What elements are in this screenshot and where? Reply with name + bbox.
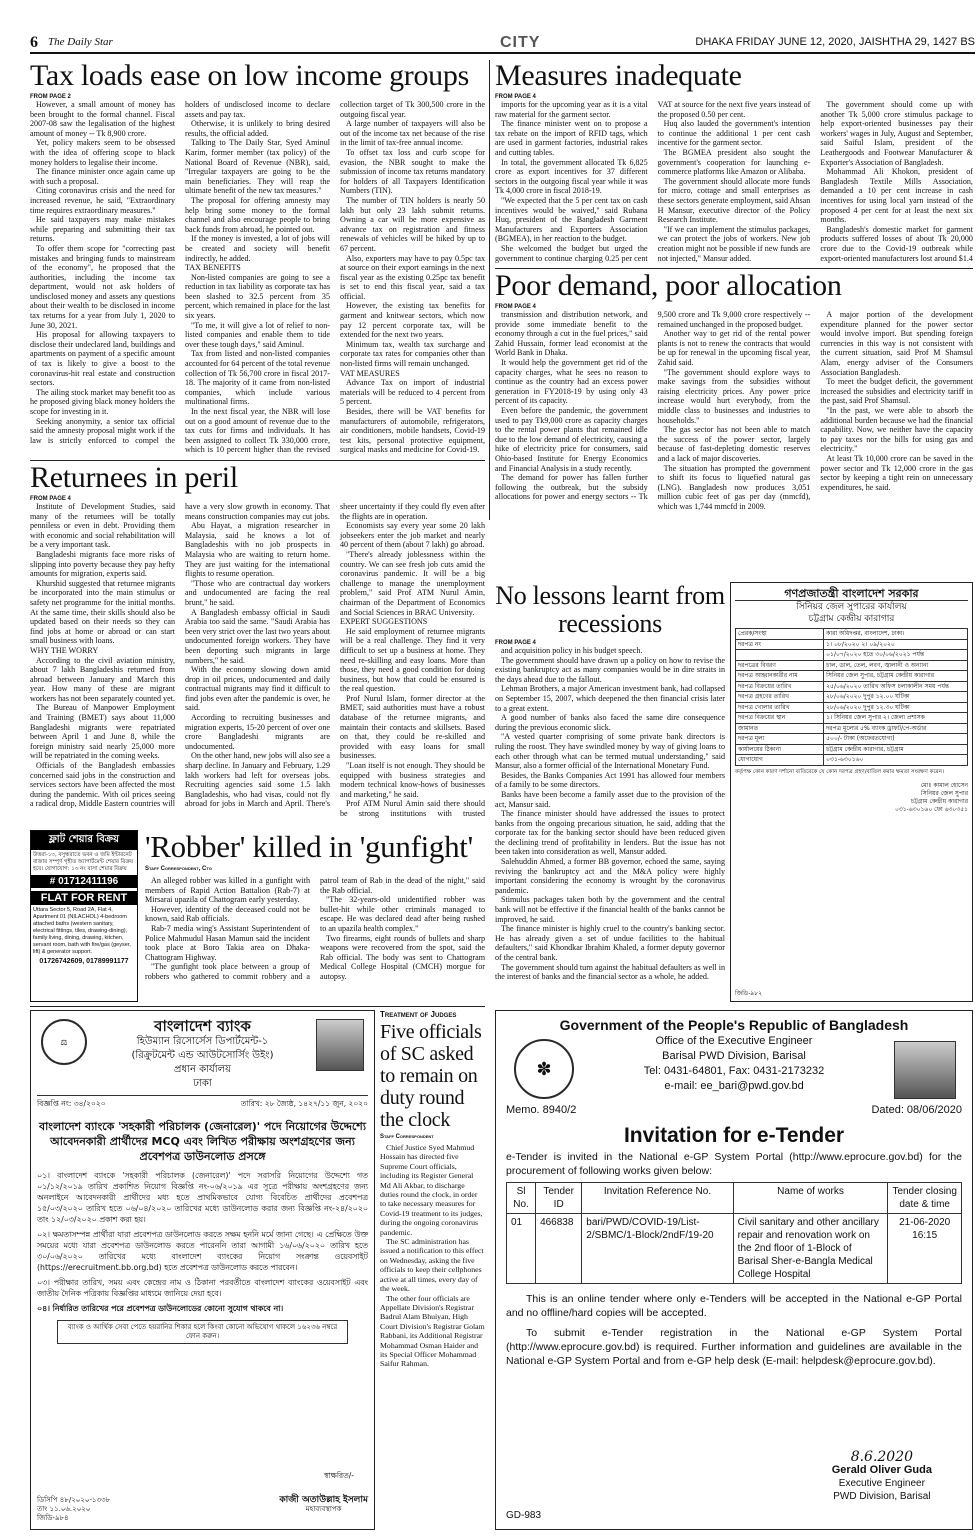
division-name: Barisal PWD Division, Barisal xyxy=(662,1050,806,1062)
bank-dept: হিউম্যান রিসোর্সেস ডিপার্টমেন্ট-১ xyxy=(136,1036,269,1047)
table-row xyxy=(736,723,968,734)
headline-measures: Measures inadequate xyxy=(495,60,742,92)
paragraph: "The 32-years-old unidentified robber was bullet-hit while other criminals managed to escape. He was declared dead after being rushed to an upazila health complex." xyxy=(320,895,485,933)
paragraph: Officials of the Bangladesh embassies concerned said jobs in the construction and services sectors have been affected the most during the pandemic. With oil prices seeing a radical drop, Middle Eastern countries will have a very slow growth in economy. That means construction companies may cut jobs. xyxy=(30,502,330,809)
paragraph: "There's already joblessness within the country. We can see fresh job cuts amid the coronavirus pandemic. It will be a big challenge to manage the unemployment problem," said Prof ATM Nurul Amin, chairman of the Department of Economics and Social Sciences in BRAC University. xyxy=(340,549,485,617)
table-cell: দরপত্র মূল্য xyxy=(736,734,824,745)
article-body xyxy=(145,876,485,1000)
bank-notice xyxy=(30,1010,375,1530)
paragraph: "To me, it will give a lot of relief to non-listed companies and enable them to tide over these tough days," said Aminul. xyxy=(185,320,330,349)
notice-office: সিনিয়র জেল সুপারের কার্যালয় xyxy=(796,602,907,612)
article-body xyxy=(30,502,485,820)
paragraph: A large number of taxpayers will also be out of the income tax net because of the rise in the limit of tax-free annual income. xyxy=(340,119,485,148)
ad2-body: Uttara Sector 5, Road 2A, Flat 4, Apartment 01 (NILACHOL) 4-bedroom attached baths (western sanitary, electrical fittings, tiles, drawing-dining), family living, dining, drawing, kitchen, servant room, bath with fire/gas (geyser, lift) & generator support. xyxy=(33,907,131,955)
article-poor-demand xyxy=(495,270,973,580)
paragraph: transmission and distribution network, and provide some immediate benefit to the economy through a cut in the fuel prices," said Zahid Hussain, former lead economist at the World Bank in Dhaka. xyxy=(495,310,648,358)
paragraph: The government should come up with another Tk 5,000 crore stimulus package to help export-oriented businesses pay their workers' wages in July, August and September, said Saiful Islam, president of the Leathergoods and Footwear Manufacturer & Exporter's Association of Bangladesh. xyxy=(820,100,973,167)
paragraph: Chief Justice Syed Mahmud Hossain has directed five Supreme Court officials, including its Register General Md Ali Akbar, to discharge duties round the clock, in order to take necessary measures for Covid-19 treatment to its judges, during the ongoing coronavirus pandemic. xyxy=(380,1143,483,1237)
paragraph: "We expected that the 5 per cent tax on cash incentives would be waived," said Rubana Huq, president of the Bangladesh Garment Manufacturers and Exporters Association (BGMEA), in her reaction to the budget. xyxy=(495,195,648,244)
table-cell: 01 xyxy=(507,1214,536,1284)
paragraph: Huq also lauded the government's intention to continue the additional 1 per cent cash incentive for the garment sector. xyxy=(657,119,811,148)
bank-items xyxy=(37,1170,368,1314)
paragraph: He said employment of returnee migrants will be a real challenge. They find it very difficult to set up a business at home. They need re-skilling and easy loans. More than those, they need a good condition for doing business, but how that could be ensured is the real question. xyxy=(340,626,485,694)
notice-item: ০৪। নির্ধারিত তারিখের পরে প্রবেশপত্র ডাউনলোডের কোনো সুযোগ থাকবে না। xyxy=(37,1304,284,1313)
memo-date: Dated: 08/06/2020 xyxy=(871,1104,962,1116)
paragraph: Abu Hayat, a migration researcher in Malaysia, said he knows a lot of Bangladeshis with no job prospects in Malaysia who are waiting to return home. They are just waiting for the international flights to resume operation. xyxy=(185,521,330,579)
table-cell: কার্যালয়ের ঠিকানা xyxy=(736,744,824,755)
paragraph: Also, exporters may have to pay 0.5pc tax at source on their export earnings in the next fiscal year as the existing 0.25pc tax benefit is set to end this fiscal year, said a tax official. xyxy=(340,253,485,301)
table-row xyxy=(507,1214,962,1284)
column-header: Invitation Reference No. xyxy=(582,1183,733,1214)
newspaper-brand: The Daily Star xyxy=(48,36,113,48)
signer-name: কাজী অতাউল্লাহ ইসলাম xyxy=(279,1495,368,1505)
from-page: FROM PAGE 2 xyxy=(30,94,71,100)
table-cell: দরপত্র খোলার তারিখ xyxy=(736,702,824,713)
table-cell: প্রেরক/সংস্থা xyxy=(736,629,824,640)
paragraph: Another way to get rid of the rental power plants is not to renew the contracts that would be up for renewal in the upcoming fiscal year, Zahid said. xyxy=(657,329,811,367)
tender-note-online: This is an online tender where only e-Tenders will be accepted in the National e-GP Portal and no offline/hard copies will be accepted. xyxy=(506,1293,962,1319)
paragraph: Two firearms, eight rounds of bullets and sharp weapons were recovered from the spot, said the Rab official. The body was sent to Chattogram Medical College Hospital (CMCH) morgue for autopsy. xyxy=(320,933,485,981)
ref-date: তাং ১১.০৬.২০২০ xyxy=(37,1505,91,1513)
article-returnees xyxy=(30,462,485,822)
paragraph: Salehuddin Ahmed, a former BB governor, echoed the same, saying reviving the bankruptcy act and the M&A policy were highly important considering the economy is wrought by the coronavirus pandemic. xyxy=(495,857,725,895)
issue-date: DHAKA FRIDAY JUNE 12, 2020, JAISHTHA 29, 1427 BS xyxy=(695,36,975,48)
bank-sub: (রিক্রুটমেন্ট এন্ড আউটসোর্সিং উইং) xyxy=(131,1050,274,1061)
headline-returnees: Returnees in peril xyxy=(30,462,238,494)
paragraph: Institute of Development Studies, said many of the returnees will be totally penniless or even in debt. Providing them with economic and social rehabilitation will be a very important task. xyxy=(30,502,175,550)
paragraph: In the next fiscal year, the NBR will lose out on a good amount of revenue due to the tax cuts for firms and individuals. It has been assigned to collect Tk 330,000 crore, which is 10 percent higher than the revised collection target of Tk 300,500 crore in the outgoing fiscal year. xyxy=(185,100,485,455)
notice-item: ০৩। পরীক্ষার তারিখ, সময় এবং কেন্দ্রের নাম ও ঠিকানা পরবর্তীতে বাংলাদেশ ব্যাংকের ওয়েবসাইট এবং জাতীয় দৈনিক পত্রিকায় বিজ্ঞপ্তির মাধ্যমে জানিয়ে দেয়া হবে। xyxy=(37,1278,368,1298)
paragraph: Khurshid suggested that returnee migrants be incorporated into the main stimulus or safety net programme for the initial months. At the same time, their skills should also be updated based on their needs so they can find jobs at home or abroad or can start small business with loans. xyxy=(30,578,175,646)
sign-place: চট্টগ্রাম কেন্দ্রীয় কারাগার xyxy=(910,798,968,805)
paragraph: However, identity of the deceased could not be known, said Rab officials. xyxy=(145,904,310,924)
divider xyxy=(495,268,973,269)
paragraph: Rab-7 media wing's Assistant Superintendent of Police Mahmudul Hasan Mamun said the incident took place at Boro Takia area on Dhaka-Chattogram Highway. xyxy=(145,923,310,962)
paragraph: In total, the government allocated Tk 6,825 crore as export incentives for 37 different sectors in the outgoing fiscal year while it was Tk 4,000 crore in fiscal 2018-19. xyxy=(495,157,648,196)
paragraph: According to recruiting businesses and migration experts, 15-20 percent of over one crore Bangladeshi migrants are undocumented. xyxy=(185,713,330,751)
table-cell: দরপত্র নং xyxy=(736,639,824,650)
table-cell: দরপত্র বিক্রয়ের স্থান xyxy=(736,713,824,724)
paragraph: An alleged robber was killed in a gunfight with members of Rapid Action Battalion (Rab-7) at Mirsarai upazila of Chattogram early yesterday. xyxy=(145,876,310,905)
table-row xyxy=(736,702,968,713)
paragraph: To meet the budget deficit, the government increased the subsidies and electricity tariff in the past, said Prof Shamsul. xyxy=(820,377,973,406)
table-cell: চাল, ডাল, তেল, লবণ, জ্বালানী ও অন্যান্য xyxy=(824,660,968,671)
ad1-phone: # 01712411196 xyxy=(31,875,137,888)
table-cell: দরপত্র বিক্রয়ের তারিখ xyxy=(736,681,824,692)
signer-title: মহাব্যবস্থাপক xyxy=(305,1505,342,1513)
table-row xyxy=(736,692,968,703)
sign-phone: ০৩১-৬৩০১৬০ ফো ৬৩০৩৫১ xyxy=(894,806,968,813)
divider xyxy=(30,460,485,461)
table-row xyxy=(736,734,968,745)
paragraph: Bangladesh's domestic market for garment products suffered losses of about Tk 20,000 crore due to the Covid-19 outbreak while export-oriented manufacturers lost around $1.4 xyxy=(820,224,973,263)
paragraph: The BGMEA president also sought the government's cooperation for launching e-commerce platforms like Amazon or Alibaba. xyxy=(657,147,811,177)
paragraph: The situation has prompted the government to shift its focus to liquefied natural gas (LNG). Bangladesh now produces 3,051 million cubic feet of gas per day (mmcfd), which was 1,744 mmcfd in 2009. xyxy=(657,463,811,511)
tender-title: Invitation for e-Tender xyxy=(623,1124,845,1147)
paragraph: On the other hand, new jobs will also see a sharp decline. In January and February, 1.29 lakh workers had left for overseas jobs. Recruiting agencies said some 1.5 lakh Bangladeshis, who had visas, could not fly abroad for jobs in March and April. There's sheer uncertainty if they could fly even after the flights are in operation. xyxy=(185,502,485,809)
headline-poor-demand: Poor demand, poor allocation xyxy=(495,270,842,302)
paragraph: EXPERT SUGGESTIONS xyxy=(340,617,428,627)
table-row xyxy=(736,671,968,682)
divider xyxy=(30,1006,485,1007)
table-row xyxy=(736,755,968,766)
table-cell: ২৫/০৬/২০২০ তারিখ অফিস চলাকালীন সময় পর্যন্ত xyxy=(824,681,968,692)
table-cell: bari/PWD/COVID-19/List-2/SBMC/1-Block/2ndF/19-20 xyxy=(582,1214,733,1284)
contact-email: e-mail: ee_bari@pwd.gov.bd xyxy=(664,1080,804,1092)
column-header: Name of works xyxy=(733,1183,888,1214)
article-lessons xyxy=(495,582,725,1002)
jail-tender-table xyxy=(735,628,968,766)
byline: Staff Correspondent, Ctg xyxy=(145,866,212,872)
ad2-phone: 01726742609, 01789991177 xyxy=(39,958,129,965)
paragraph: A major portion of the development expenditure planned for the power sector would involve import. But spending foreign currencies in this way is not consistent with the current situation, said Prof M Shamsul Alam, energy adviser of the Consumers Association Bangladesh. xyxy=(820,310,973,377)
from-page: FROM PAGE 4 xyxy=(495,640,536,646)
ad2-title: FLAT FOR RENT xyxy=(31,891,137,905)
paragraph: TAX BENEFITS xyxy=(185,263,241,273)
sign-title: সিনিয়র জেল সুপার xyxy=(921,790,968,797)
paragraph: "If we can implement the stimulus packages, we can protect the jobs of workers. New job creation might not be possible if new funds are not injected," Mansur added. xyxy=(657,224,811,263)
tender-signature xyxy=(832,1451,932,1503)
paragraph: Minimum tax, wealth tax surcharge and corporate tax rates for companies other than non-listed firms will remain unchanged. xyxy=(340,339,485,369)
table-cell: ৫০০/- টাকা (অফেরতযোগ্য) xyxy=(824,734,968,745)
table-cell: জামানত xyxy=(736,723,824,734)
table-row xyxy=(736,629,968,640)
jail-tender-notice xyxy=(730,582,973,1002)
portrait-image xyxy=(316,1019,364,1071)
sign-name: মোঃ কামাল হোসেন xyxy=(920,782,968,789)
notice-date: তারিখ: ২৮ জ্যৈষ্ঠ, ১৪২৭/১১ জুন, ২০২০ xyxy=(240,1099,368,1108)
paragraph: The number of TIN holders is nearly 50 lakh but only 23 lakh submit returns. Owning a car will be more expensive as advance tax on registration and fitness renewals of vehicles will be hiked by up to 67 percent. xyxy=(340,195,485,253)
byline: Staff Correspondent xyxy=(380,1134,434,1140)
article-body xyxy=(495,310,973,578)
table-cell: ২৮/০৬/২০২০ দুপুর ১২.৩০ ঘটিকা xyxy=(824,702,968,713)
paragraph: The finance minister went on to propose a tax rebate on the import of RFID tags, which are used in garment factories, industrial rakes and cutting tables. xyxy=(495,119,648,157)
table-cell: সিনিয়র জেল সুপার, চট্টগ্রাম কেন্দ্রীয় কারাগার xyxy=(824,671,968,682)
table-row xyxy=(736,660,968,671)
paragraph: imports for the upcoming year as it is a vital raw material for the garment sector. xyxy=(495,100,648,119)
paragraph: "The gunfight took place between a group of robbers who gathered to commit robbery and a patrol team of Rab in the dead of the night," said the Rab official. xyxy=(145,876,485,981)
table-cell: 466838 xyxy=(536,1214,582,1284)
from-page: FROM PAGE 4 xyxy=(495,94,536,100)
ad1-title: ফ্লাট শেয়ার বিক্রয় xyxy=(31,831,137,850)
paragraph: With the economy slowing down amid drop in oil prices, undocumented and daily contractual migrants may find it difficult to find jobs even after the pandemic is over, he said. xyxy=(185,665,330,713)
paragraph: If the money is invested, a lot of jobs will be created and society will benefit indirectly, he added. xyxy=(185,234,330,263)
bank-heading: বাংলাদেশ ব্যাংকে 'সহকারী পরিচালক (জেনারেল)' পদে নিয়োগের উদ্দেশ্যে আবেদনকারী প্রার্থীদের MCQ এবং লিখিত পরীক্ষায় অংশগ্রহণের জন্য প্রবেশপত্র ডাউনলোড প্রসঙ্গে xyxy=(38,1120,367,1163)
paragraph: The finance minister is highly cruel to the country's banking sector. He has already given a set of undue facilities to the habitual defaulters," said Khondkar Ibrahim Khaled, a former deputy governor of the central bank. xyxy=(495,924,725,962)
gd-number: GD-983 xyxy=(506,1510,542,1521)
memo-number: Memo. 8940/2 xyxy=(506,1104,577,1116)
paragraph: The government should turn against the habitual defaulters as well in the interest of banks and the financial sector as a whole, he added. xyxy=(495,962,725,982)
notice-place: চট্টগ্রাম কেন্দ্রীয় কারাগার xyxy=(808,614,895,624)
signer-name: Gerald Oliver Guda xyxy=(831,1464,932,1476)
notice-signature xyxy=(735,782,968,814)
article-body xyxy=(495,646,725,994)
paragraph: She welcomed the budget but urged the government to continue charging 0.25 per cent VAT at source for the next five years instead of the proposed 0.50 per cent. xyxy=(495,100,811,263)
kicker: Treatment of Judges xyxy=(380,1010,457,1019)
paragraph: VAT MEASURES xyxy=(340,368,400,378)
paragraph: According to the civil aviation ministry, about 7 lakh Bangladeshis returned from abroad between January and March this year. How many of these are migrant workers has not been separately counted yet. xyxy=(30,655,175,703)
paragraph: The finance minister once again came up with such a proposal. xyxy=(30,167,175,186)
paragraph: The ailing stock market may benefit too as he proposed giving black money holders the scope for investing in it. xyxy=(30,387,175,416)
paragraph: His proposal for allowing taxpayers to disclose their undeclared land, buildings and apartments on payment of a specific amount of tax is likely to give a boost to the coronavirus-hit real estate and construction sectors. xyxy=(30,330,175,388)
paragraph: To offset tax loss and curb scope for evasion, the NBR sought to make the submission of income tax returns mandatory for holders of all Taxpayers Identification Numbers (TIN). xyxy=(340,147,485,196)
column-divider xyxy=(489,60,490,520)
column-header: Tender ID xyxy=(536,1183,582,1214)
signer-division: PWD Division, Barisal xyxy=(833,1491,931,1502)
notice-number: বিজ্ঞপ্তি নং: ৩৪/২০২০ xyxy=(37,1099,106,1108)
table-cell: ১। ০৮/২০২০ ২। ০৯/২০২০ xyxy=(824,639,968,650)
paragraph: "Those who are contractual day workers and undocumented are facing the real brunt," he said. xyxy=(185,578,330,607)
office-name: Office of the Executive Engineer xyxy=(655,1035,813,1047)
headline-tax: Tax loads ease on low income groups xyxy=(30,60,469,92)
paragraph: Prof ATM Nurul Amin said there should be strong institutions with trusted xyxy=(340,799,485,818)
paragraph: A good number of banks also faced the same dire consequence during the previous economic slick. xyxy=(495,713,725,732)
tender-intro: e-Tender is invited in the National e-GP System Portal (http://www.eprocure.gov.bd) for the procurement of following works given below: xyxy=(506,1151,962,1177)
article-measures xyxy=(495,60,973,268)
signed-label: স্বাক্ষরিত/- xyxy=(324,1471,354,1480)
paragraph: Tax from listed and non-listed companies accounted for 64 percent of the total revenue collection of Tk 56,700 crore in fiscal 2017-18. The majority of it came from non-listed companies, which include various multinational firms. xyxy=(185,349,330,407)
table-cell: 21-06-2020 16:15 xyxy=(888,1214,962,1284)
paragraph: He said taxpayers may make mistakes while preparing and submitting their tax returns. xyxy=(30,215,175,244)
memo-line xyxy=(506,1104,962,1116)
headline-lessons: No lessons learnt from recessions xyxy=(495,582,725,638)
ad1-body: উত্তরা-১৩, বসুন্ধরাতে ভবন ও জমি ইন্টারনেট বাজার সম্পূর্ণ গৃহীত অ্যাপার্টমেন্ট শেয়ার বিক্রয় হবে। যোগাযোগ: ১৩ নং বাসা শেয়ার বিক্রয় xyxy=(33,852,134,872)
signature-date: 8.6.2020 xyxy=(850,1449,914,1465)
article-body xyxy=(30,100,485,456)
bank-complaint-note: ব্যাংক ও আর্থিক সেবা পেতে হয়রানির শিকার হলে কিংবা কোনো অভিযোগ থাকলে ১৬২৩৬ নম্বরে ফোন করুন। xyxy=(57,1320,348,1344)
bank-footer xyxy=(37,1496,368,1523)
table-cell: ০৩১-৬৩০১৬০ xyxy=(824,755,968,766)
notice-item: ০১। বাংলাদেশ ব্যাংকে 'সহকারী পরিচালক (জেনারেল)' পদে সরাসরি নিয়োগের উদ্দেশ্যে গত ০১/১২/২০১৯ তারিখ প্রকাশিত নিয়োগ বিজ্ঞপ্তি নং-০৬/২০১৯ এর সূত্রে পরীক্ষায় অংশগ্রহণের জন্য অনলাইনে আবেদনকারী প্রার্থীদের মধ্য হতে প্রাথমিকভাবে যোগ্য বিবেচিত প্রার্থীদের প্রবেশপত্র ১৫/০৩/২০২০ তারিখ হতে ০৬/০৪/২০২০ তারিখের মধ্যে ডাউনলোড করার জন্য বিজ্ঞপ্তি নং-২৪/২০২০ তাং ১২/০৩/২০২০ প্রকাশ করা হয়। xyxy=(37,1171,368,1224)
table-cell xyxy=(736,650,824,661)
signer-title: Executive Engineer xyxy=(838,1478,925,1489)
paragraph: The gas sector has not been able to match the success of the power sector, largely because of fast-depleting domestic reserves and a lack of major discoveries. xyxy=(657,425,811,463)
paragraph: However, the existing tax benefits for garment and knitwear sectors, which now pay 12 percent corporate tax, will be extended for the next two years. xyxy=(340,301,485,340)
paragraph: Mohammad Ali Khokon, president of Bangladesh Textile Mills Association, demanded a 10 per cent increase in cash incentives for using local yarn instead of the proposed 4 per cent for at least the next six months. xyxy=(820,167,973,225)
column-header: Tender closing date & time xyxy=(888,1183,962,1214)
paragraph: Economists say every year some 20 lakh jobseekers enter the job market and nearly 40 percent of them (about 7 lakh) go abroad. xyxy=(340,521,485,550)
table-cell: দরপত্র আহ্বানকারীর নাম xyxy=(736,671,824,682)
paragraph: The finance minister should have addressed the issues to protect banks from the ongoing precarious situation, he said, adding that the corporate tax for the banking sector should have been reduced given the declining trend of profitability in lenders. But the issue has not been taken into consideration as well, Mansur added. xyxy=(495,809,725,857)
paragraph: Citing coronavirus crisis and the need for increased revenue, he said, "Extraordinary time requires extraordinary measures." xyxy=(30,186,175,215)
bank-notice-meta xyxy=(37,1095,368,1111)
notice-gov-title: গণপ্রজাতন্ত্রী বাংলাদেশ সরকার xyxy=(735,587,968,601)
paragraph: Seeking anonymity, a senior tax official said the amnesty proposal might work if the law is strictly enforced to compel the holders of undisclosed income to declare assets and pay tax. xyxy=(30,100,330,445)
paragraph: The proposal for offering amnesty may help bring some money to the formal channel and also encourage people to bring back funds from abroad, he pointed out. xyxy=(185,195,330,234)
paragraph: "The government should explore ways to make savings from the subsidies without raising electricity prices. Any power price increase would hurt everybody, from the middle class to businesses and industries to households." xyxy=(657,367,811,425)
bank-office: প্রধান কার্যালয় xyxy=(173,1064,231,1075)
table-cell: ১। সিনিয়র জেল সুপার ২। জেলা প্রশাসক xyxy=(824,713,968,724)
article-tax xyxy=(30,60,485,458)
from-page: FROM PAGE 4 xyxy=(495,304,536,310)
paragraph: Besides, the Banks Companies Act 1991 has allowed four members of a family to be some directors. xyxy=(495,770,725,790)
ref-number: ডিসিপি ৪৮/২০২০-১৩৩৮ xyxy=(37,1496,111,1504)
table-cell: দরপত্রের বিবরণ xyxy=(736,660,824,671)
paragraph: Lehman Brothers, a major American investment bank, had collapsed on September 15, 2007, which deepened the then financial crisis later to a great extent. xyxy=(495,684,725,713)
table-cell: দরপত্র মূল্যের ৫% ব্যাংক ড্রাফট/পে-অর্ডার xyxy=(824,723,968,734)
portrait-image xyxy=(894,1041,956,1099)
section-title: CITY xyxy=(500,34,541,51)
pwd-tender-notice xyxy=(495,1010,973,1530)
paragraph: The demand for power has fallen further following the outbreak, but the subsidy allocations for power and energy sectors -- Tk 9,500 crore and Tk 9,000 crore respectively -- remained unchanged in the proposed budget. xyxy=(495,310,811,502)
notice-item: ০২। ক্ষমতাসম্পন্ন প্রার্থীরা যারা প্রবেশপত্র ডাউনলোড করতে সক্ষম হননি মর্মে জানা গেছে। এ প্রেক্ষিতে উক্ত সময়ের মধ্যে যারা প্রবেশপত্র ডাউনলোড করতে পারেননি তারা আগামী ১৬/০৬/২০২০ তারিখ হতে ৩০/০৬/২০২০ তারিখের মধ্যে বাংলাদেশ ব্যাংকের নিয়োগ সংক্রান্ত ওয়েবসাইট (https://erecruitment.bb.org.bd) হতে প্রবেশপত্র ডাউনলোড করতে পারবেন। xyxy=(37,1230,368,1272)
table-cell: ০১/০৭/২০২০ হতে ৩০/০৬/২০২১ পর্যন্ত xyxy=(824,650,968,661)
headline-judges: Five officials of SC asked to remain on duty round the clock xyxy=(380,1021,482,1131)
paragraph: Banks have been become a family asset due to the provision of the act, Mansur said. xyxy=(495,789,725,809)
paragraph: At least Tk 10,000 crore can be saved in the power sector and Tk 12,000 crore in the gas sector by keeping a tight rein on unnecessary expenditures, he said. xyxy=(820,453,973,492)
paragraph: Talking to The Daily Star, Syed Aminul Karim, former member (tax policy) of the National Board of Revenue (NBR), said, "Irregular taxpayers are going to be the main beneficiaries. They will reap the ultimate benefit of the new tax measures." xyxy=(185,138,330,196)
bank-title: বাংলাদেশ ব্যাংক xyxy=(154,1017,251,1035)
tender-table xyxy=(506,1182,962,1284)
article-robber xyxy=(145,830,485,1002)
paragraph: However, a small amount of money has been brought to the formal channel. Fiscal 2007-08 saw the legalisation of the highest amount of money -- Tk 8,900 crore. xyxy=(30,100,175,138)
table-row xyxy=(736,681,968,692)
notice-footer: কর্তৃপক্ষ কোন কারণ দর্শানো ব্যতিরেকে যে কোন দরপত্র গ্রহণ/বাতিল করার ক্ষমতা সংরক্ষণ করেন। xyxy=(735,768,944,775)
classified-ads xyxy=(30,830,138,1002)
page-number: 6 xyxy=(30,34,38,51)
ref-gd: জিডি-৯৮৪ xyxy=(37,1514,69,1522)
gov-title: Government of the People's Republic of Bangladesh xyxy=(559,1017,909,1033)
paragraph: The SC administration has issued a notification to this effect on Wednesday, asking the five officials to keep their cellphones active at all times, every day of the week. xyxy=(380,1237,484,1294)
paragraph: Even before the pandemic, the government used to pay Tk9,000 crore as capacity charges to the rental power plants that remained idle due to the low demand of electricity, causing a hike of electricity price for consumers, said Ohio-based Institute for Energy Economics and Financial Analysis in a study recently. xyxy=(495,405,648,473)
table-row xyxy=(736,713,968,724)
bank-city: ঢাকা xyxy=(193,1078,212,1089)
paragraph: "Loan itself is not enough. They should be equipped with business strategies and modern technical know-hows of businesses and marketing," he said. xyxy=(340,761,485,799)
paragraph: The government should allocate more funds for micro, cottage and small enterprises as these sectors generate employment, said Ahsan H Mansur, executive director of the Policy Research Institute. xyxy=(657,176,811,225)
paragraph: The government should have drawn up a policy on how to revise the existing bankruptcy act as many companies would be in dire straits in the days ahead due to the fallout. xyxy=(495,655,725,684)
paragraph: Stimulus packages taken both by the government and the central bank will not be effective if the financial health of the banks cannot be improved, he said. xyxy=(495,895,725,924)
table-cell: কারা অধিদপ্তর, বাংলাদেশ, ঢাকা। xyxy=(824,629,968,640)
table-cell: দরপত্র গ্রহণের তারিখ xyxy=(736,692,824,703)
paragraph: and acquisition policy in his budget speech. xyxy=(501,646,643,655)
table-row xyxy=(736,639,968,650)
contact-tel: Tel: 0431-64801, Fax: 0431-2173232 xyxy=(643,1065,825,1077)
paragraph: Advance Tax on import of industrial materials will be reduced to 4 percent from 5 percent. xyxy=(340,378,485,407)
paragraph: Yet, policy makers seem to be obsessed with the idea of offering scope to black money holders to legalise their income. xyxy=(30,138,175,167)
government-seal-icon: ✽ xyxy=(514,1039,574,1099)
table-row xyxy=(736,650,968,661)
paragraph: Otherwise, it is unlikely to bring desired results, the official added. xyxy=(185,119,330,138)
paragraph: The other four officials are Appellate Division's Registrar Badrul Alam Bhuiyan, High Court Division's Registrar Golam Rabbani, its Additional Registrar Mohammad Osman Haider and its Special Officer Mohammad Saifur Rahman. xyxy=(380,1293,485,1369)
table-cell: যোগাযোগ xyxy=(736,755,824,766)
paragraph: "A vested quarter comprising of some private bank directors is ruling the roost. They have swindled money by way of giving loans to each other through what can be termed mutual understanding," said Mansur, also a former official of the International Monetary Fund. xyxy=(495,732,725,771)
table-cell: চট্টগ্রাম কেন্দ্রীয় কারাগার, চট্টগ্রাম xyxy=(824,744,968,755)
paragraph: Bangladeshi migrants face more risks of slipping into poverty because they pay hefty amounts for migration, experts said. xyxy=(30,549,175,579)
masthead xyxy=(30,34,975,54)
paragraph: Prof Nurul Islam, former director at the BMET, said authorities must have a robust database of the returnee migrants, and maintain their contacts and skillsets. Based on that, they could be re-skilled and provided with easy loans for small businesses. xyxy=(340,693,485,761)
headline-robber: 'Robber' killed in 'gunfight' xyxy=(145,830,473,864)
from-page: FROM PAGE 4 xyxy=(30,496,71,502)
paragraph: A Bangladesh embassy official in Saudi Arabia too said the same. "Saudi Arabia has been very strict over the last two years about undocumented foreign workers. They have been deporting such migrants in large numbers," he said. xyxy=(185,607,330,665)
paragraph: The Bureau of Manpower Employment and Training (BMET) says about 11,000 Bangladeshi migrants were repatriated between April 1 and June 8, while the foreign ministry said nearly 25,000 more will be repatriated in the coming weeks. xyxy=(30,703,175,761)
paragraph: To offer them scope for "correcting past mistakes and bringing funds to mainstream of the economy", he proposed that the authorities, including the income tax department, would not ask holders of undisclosed money and assets any questions about their wealth to be disclosed in income tax returns for a year from July 1, 2020 to June 30, 2021. xyxy=(30,243,175,330)
tender-note-registration: To submit e-Tender registration in the National e-GP System Portal (http://www.eprocure.gov.bd) is required. Further information and guidelines are available in the National e-GP System Portal and from e-GP help desk (E-mail: helpdesk@eprocure.gov.bd). xyxy=(506,1327,962,1367)
paragraph: "In the past, we were able to absorb the additional burden because we had the financial capability. Now, we neither have the capacity to pay taxes nor the bills for using gas and electricity." xyxy=(820,405,973,454)
table-cell: Civil sanitary and other ancillary repair and renovation work on the 2nd floor of 1-Block of Barisal Sher-e-Bangla Medical College Hospital xyxy=(733,1214,888,1284)
paragraph: Non-listed companies are going to see a reduction in tax liability as corporate tax has been slashed to 32.5 percent from 35 percent, which remained in place for the last six years. xyxy=(185,272,330,321)
bank-logo-icon: ⚖ xyxy=(41,1019,87,1065)
article-judges xyxy=(380,1010,485,1530)
column-header: Sl No. xyxy=(507,1183,536,1214)
table-row xyxy=(736,744,968,755)
paragraph: Besides, there will be VAT benefits for manufacturers of automobile, refrigerators, air conditioners, mobile handsets, Covid-19 test kits, personal protective equipment, surgical masks and medicine for Covid-19. xyxy=(340,407,485,455)
table-cell: ২৮/০৬/২০২০ দুপুর ১২.০০ ঘটিকা xyxy=(824,692,968,703)
article-body xyxy=(380,1143,485,1369)
paragraph: It would help the government get rid of the capacity charges, what he sees no reason to continue as the country had an excess power generation in FY2018-19 by using only 43 percent of its capacity. xyxy=(495,357,648,406)
article-body xyxy=(495,100,973,266)
gd-number: জিডি-৯৮২ xyxy=(735,989,763,997)
paragraph: WHY THE WORRY xyxy=(30,645,99,655)
